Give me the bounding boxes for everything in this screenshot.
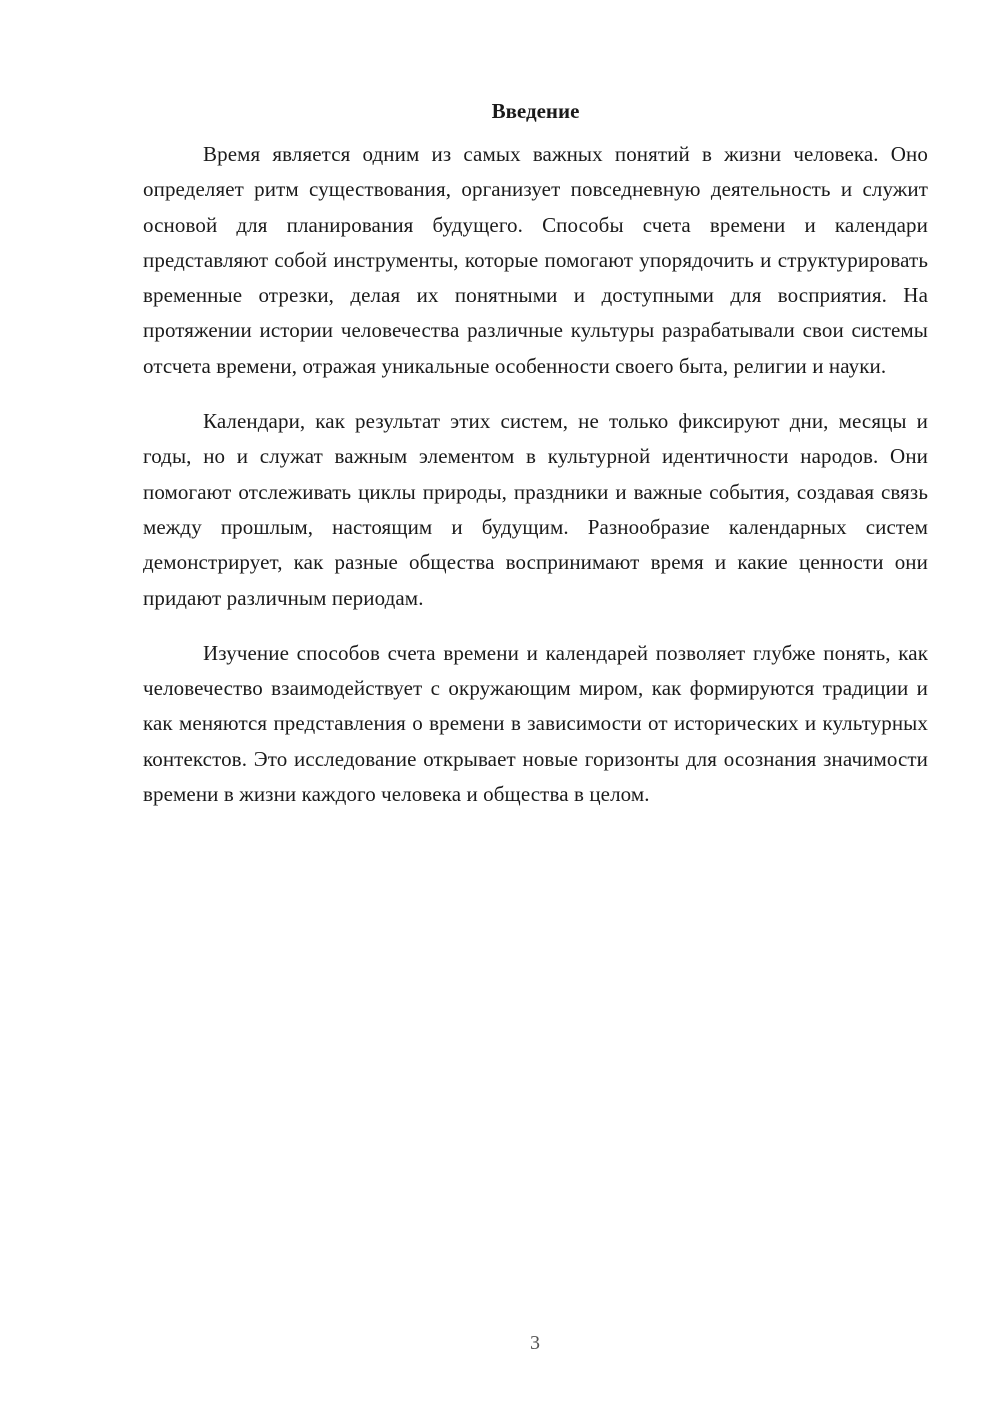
paragraph-1: Время является одним из самых важных понятий в жизни человека. Оно определяет ритм существования, организует повседневную деятельность и служит основой для планирования будущего. Способы счета времени и календари представляют собой инструменты, которые помогают упорядочить и структурировать временные отрезки, делая их понятными и доступными для восприятия. На протяжении истории человечества различные культуры разрабатывали свои системы отсчета времени, отражая уникальные особенности своего быта, религии и науки. [143, 142, 928, 378]
section-heading: Введение [491, 99, 580, 123]
page-content [143, 93, 928, 832]
paragraph-3: Изучение способов счета времени и календарей позволяет глубже понять, как человечество взаимодействует с окружающим миром, как формируются традиции и как меняются представления о времени в зависимости от исторических и культурных контекстов. Это исследование открывает новые горизонты для осознания значимости времени в жизни каждого человека и общества в целом. [143, 640, 928, 807]
paragraph-2: Календари, как результат этих систем, не только фиксируют дни, месяцы и годы, но и служат важным элементом в культурной идентичности народов. Они помогают отслеживать циклы природы, праздники и важные события, создавая связь между прошлым, настоящим и будущим. Разнообразие календарных систем демонстрирует, как разные общества воспринимают время и какие ценности они придают различным периодам. [143, 409, 928, 610]
page-number: 3 [530, 1332, 540, 1354]
